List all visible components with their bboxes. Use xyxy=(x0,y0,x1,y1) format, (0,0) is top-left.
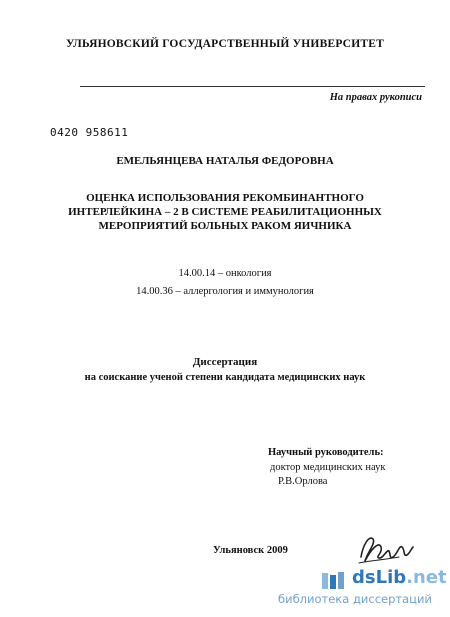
degree-text: на соискание ученой степени кандидата медицинских наук xyxy=(84,372,366,383)
watermark-brand-main: dsLib xyxy=(352,567,407,588)
specialty-code: 14.00.14 – онкология xyxy=(178,268,272,279)
city-year: Ульяновск 2009 xyxy=(213,545,288,556)
rights-note: На правах рукописи xyxy=(329,92,422,103)
supervisor-heading: Научный руководитель: xyxy=(268,447,384,458)
supervisor-title: доктор медицинских наук xyxy=(270,462,386,473)
dissertation-label: Диссертация xyxy=(192,356,258,368)
specialty-code: 14.00.36 – аллергология и иммунология xyxy=(136,286,314,297)
supervisor-name: Р.В.Орлова xyxy=(278,476,328,487)
title-line: ИНТЕРЛЕЙКИНА – 2 В СИСТЕМЕ РЕАБИЛИТАЦИОННЫХ xyxy=(68,206,382,218)
watermark-brand[interactable] xyxy=(352,567,447,588)
title-line: ОЦЕНКА ИСПОЛЬЗОВАНИЯ РЕКОМБИНАНТНОГО xyxy=(86,192,364,204)
watermark-caption: библиотека диссертаций xyxy=(278,592,432,606)
dissertation-title xyxy=(0,191,450,233)
inventory-number: 0420 958611 xyxy=(50,126,129,139)
title-line: МЕРОПРИЯТИЙ БОЛЬНЫХ РАКОМ ЯИЧНИКА xyxy=(98,220,352,232)
signature-icon xyxy=(355,527,415,572)
watermark-brand-suffix: .net xyxy=(406,567,447,588)
stacked-books-icon xyxy=(321,571,346,591)
author-name: ЕМЕЛЬЯНЦЕВА НАТАЛЬЯ ФЕДОРОВНА xyxy=(116,155,334,167)
header-divider xyxy=(80,86,425,87)
university-name: УЛЬЯНОВСКИЙ ГОСУДАРСТВЕННЫЙ УНИВЕРСИТЕТ xyxy=(66,38,384,50)
